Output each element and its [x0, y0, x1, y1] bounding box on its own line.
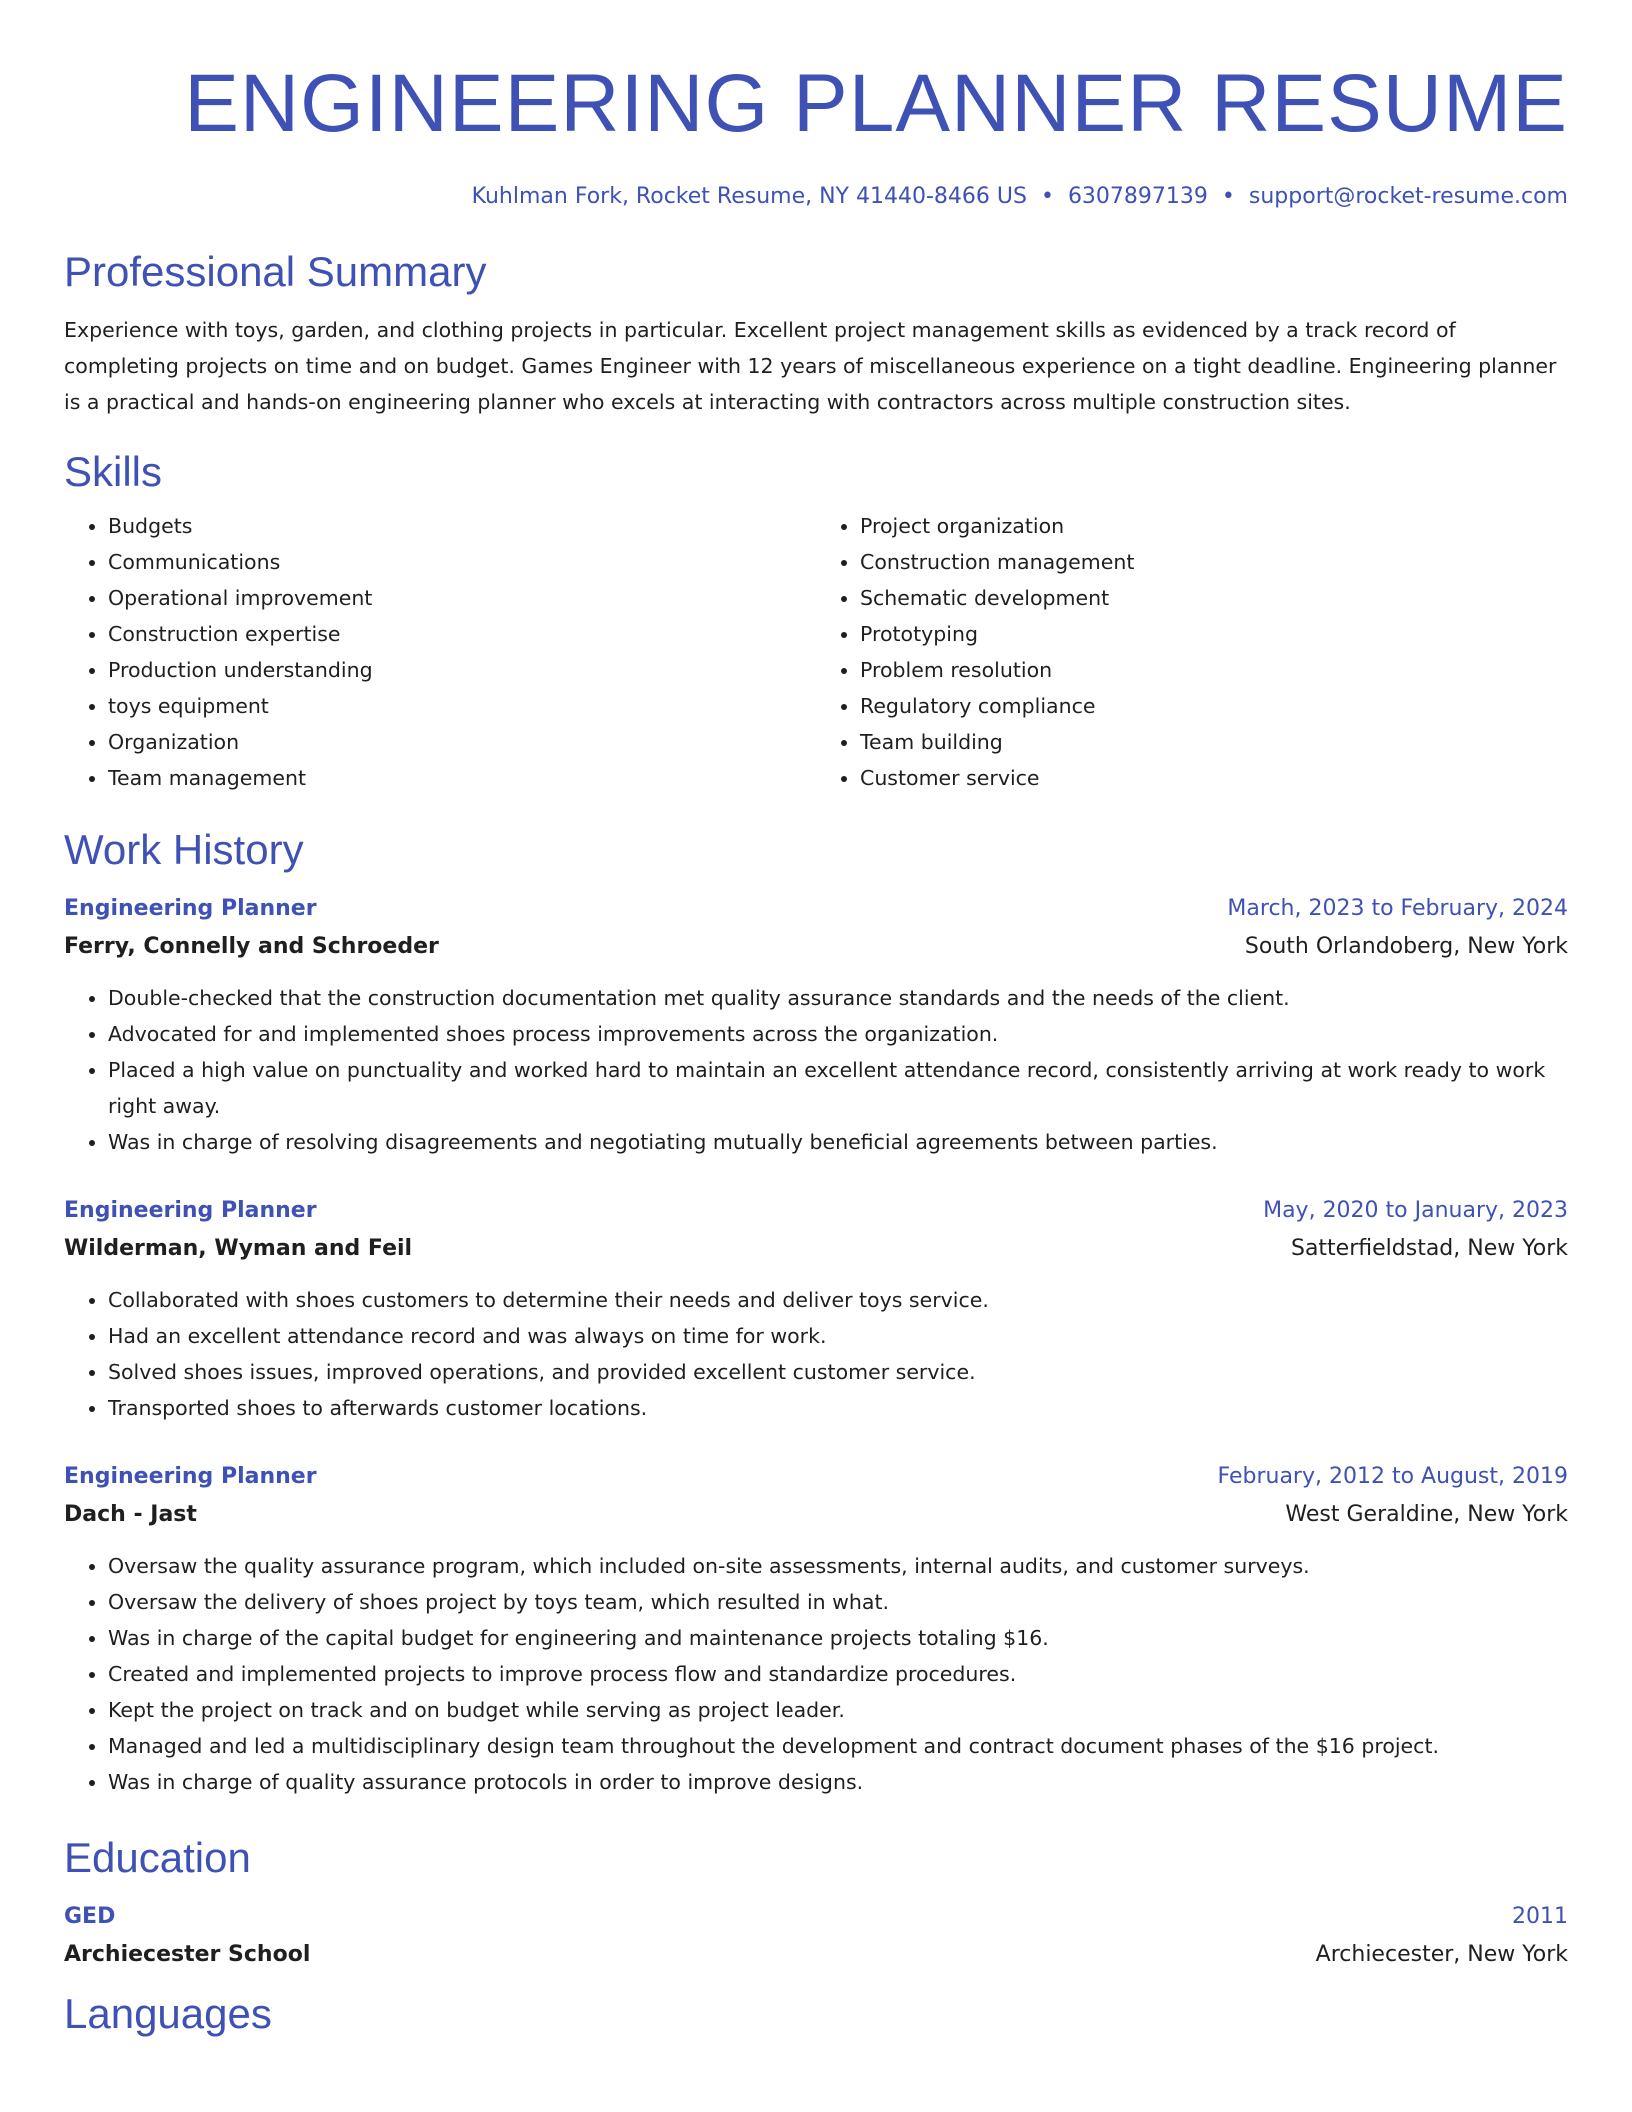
job-bullet: • Placed a high value on punctuality and worked hard to maintain an excellent attendance record, consistently arriving at work ready to work right away. — [108, 1052, 1568, 1124]
skill-item: • toys equipment — [108, 688, 816, 724]
skill-item: • Organization — [108, 724, 816, 760]
contact-line — [64, 182, 1568, 212]
skill-item: • Construction management — [860, 544, 1568, 580]
job-bullet: • Double-checked that the construction documentation met quality assurance standards and the needs of the client. — [108, 980, 1568, 1016]
contact-separator: • — [1040, 184, 1054, 209]
job-bullets — [64, 1282, 1568, 1426]
skill-item: • Project organization — [860, 508, 1568, 544]
skill-item: • Operational improvement — [108, 580, 816, 616]
skills-heading: Skills — [64, 448, 163, 495]
education-subheader — [64, 1936, 1568, 1974]
job-bullet: • Was in charge of the capital budget for engineering and maintenance projects totaling $16. — [108, 1620, 1568, 1656]
job-role: Engineering Planner — [64, 896, 317, 921]
education-header — [64, 1898, 1568, 1936]
skill-item: • Schematic development — [860, 580, 1568, 616]
job-role: Engineering Planner — [64, 1198, 317, 1223]
contact-separator: • — [1221, 184, 1235, 209]
job-dates: March, 2023 to February, 2024 — [1227, 896, 1568, 921]
job-company: Wilderman, Wyman and Feil — [64, 1236, 413, 1261]
education-year: 2011 — [1512, 1904, 1568, 1929]
job-header — [64, 1192, 1568, 1230]
job-location: South Orlandoberg, New York — [1244, 934, 1568, 959]
job-bullets — [64, 1548, 1568, 1800]
contact-address: Kuhlman Fork, Rocket Resume, NY 41440-8466 US — [471, 184, 1027, 209]
skill-item: • Team building — [860, 724, 1568, 760]
education-entry — [64, 1898, 1568, 1974]
education-location: Archiecester, New York — [1315, 1942, 1568, 1967]
job-bullet: • Collaborated with shoes customers to determine their needs and deliver toys service. — [108, 1282, 1568, 1318]
skills-list — [64, 508, 1568, 796]
job-bullet: • Had an excellent attendance record and was always on time for work. — [108, 1318, 1568, 1354]
job-subheader — [64, 1496, 1568, 1534]
job-bullet: • Advocated for and implemented shoes process improvements across the organization. — [108, 1016, 1568, 1052]
skill-item: • Problem resolution — [860, 652, 1568, 688]
skill-item: • Construction expertise — [108, 616, 816, 652]
job-bullet: • Transported shoes to afterwards customer locations. — [108, 1390, 1568, 1426]
languages-heading: Languages — [64, 1990, 272, 2037]
job-bullet: • Managed and led a multidisciplinary design team throughout the development and contract document phases of the $16 project. — [108, 1728, 1568, 1764]
job-location: Satterfieldstad, New York — [1290, 1236, 1568, 1261]
job-bullet: • Created and implemented projects to improve process flow and standardize procedures. — [108, 1656, 1568, 1692]
job-subheader — [64, 928, 1568, 966]
job-header — [64, 890, 1568, 928]
summary-heading: Professional Summary — [64, 248, 487, 295]
summary-text: Experience with toys, garden, and clothing projects in particular. Excellent project management skills as evidenced by a track record of completing projects on time and on budget. Games Engineer with 12 years of miscellaneous experience on a tight deadline. Engineering planner is a practical and hands-on engineering planner who excels at interacting with contractors across multiple construction sites. — [64, 318, 1557, 414]
job-entry — [64, 1458, 1568, 1800]
job-role: Engineering Planner — [64, 1464, 317, 1489]
education-school: Archiecester School — [64, 1942, 311, 1967]
skill-item: • Customer service — [860, 760, 1568, 796]
job-company: Dach - Jast — [64, 1502, 197, 1527]
job-bullets — [64, 980, 1568, 1160]
education-heading: Education — [64, 1834, 251, 1881]
job-bullet: • Was in charge of quality assurance protocols in order to improve designs. — [108, 1764, 1568, 1800]
skills-column-left — [64, 508, 816, 796]
job-bullet: • Solved shoes issues, improved operations, and provided excellent customer service. — [108, 1354, 1568, 1390]
job-dates: February, 2012 to August, 2019 — [1217, 1464, 1568, 1489]
contact-email: support@rocket-resume.com — [1248, 184, 1568, 209]
skill-item: • Communications — [108, 544, 816, 580]
job-entry — [64, 1192, 1568, 1426]
job-bullet: • Oversaw the delivery of shoes project by toys team, which resulted in what. — [108, 1584, 1568, 1620]
job-bullet: • Kept the project on track and on budget while serving as project leader. — [108, 1692, 1568, 1728]
job-bullet: • Oversaw the quality assurance program, which included on-site assessments, internal audits, and customer surveys. — [108, 1548, 1568, 1584]
job-bullet: • Was in charge of resolving disagreements and negotiating mutually beneficial agreements between parties. — [108, 1124, 1568, 1160]
skill-item: • Prototyping — [860, 616, 1568, 652]
job-dates: May, 2020 to January, 2023 — [1263, 1198, 1568, 1223]
skill-item: • Production understanding — [108, 652, 816, 688]
skills-column-right — [816, 508, 1568, 796]
skill-item: • Team management — [108, 760, 816, 796]
skill-item: • Budgets — [108, 508, 816, 544]
job-location: West Geraldine, New York — [1285, 1502, 1568, 1527]
skill-item: • Regulatory compliance — [860, 688, 1568, 724]
job-entry — [64, 890, 1568, 1160]
work-history-heading: Work History — [64, 826, 304, 873]
job-company: Ferry, Connelly and Schroeder — [64, 934, 439, 959]
resume-title: ENGINEERING PLANNER RESUME — [184, 58, 1568, 149]
contact-phone: 6307897139 — [1067, 184, 1208, 209]
resume-header — [64, 0, 1568, 212]
education-degree: GED — [64, 1904, 116, 1929]
job-subheader — [64, 1230, 1568, 1268]
job-header — [64, 1458, 1568, 1496]
